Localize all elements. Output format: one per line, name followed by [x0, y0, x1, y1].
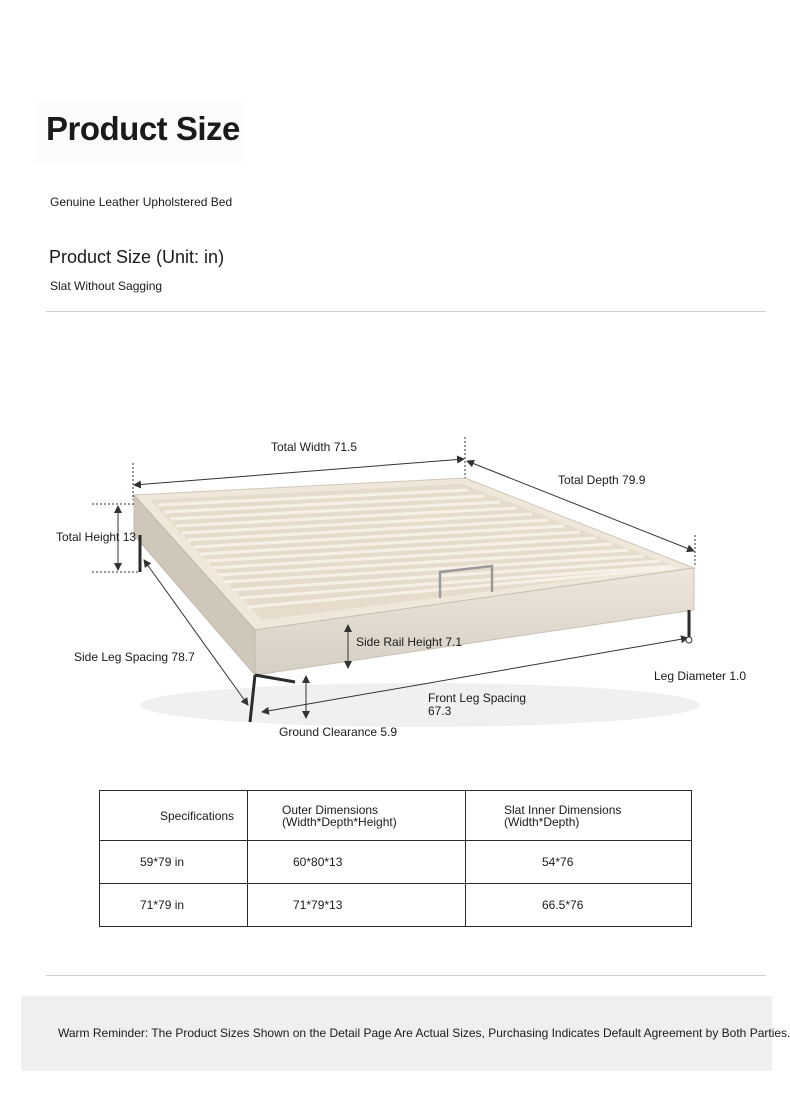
- header-outer-line2: (Width*Depth*Height): [282, 814, 397, 829]
- header-spec-cell: [100, 791, 248, 841]
- row-spec: 59*79 in: [140, 855, 185, 869]
- table-header-row: [100, 791, 692, 841]
- table-row: [100, 884, 692, 927]
- bed-dimension-diagram: [0, 420, 790, 750]
- header-inner-cell: [466, 791, 692, 841]
- table-row: [100, 841, 692, 884]
- bottom-divider: [46, 975, 766, 976]
- table-cell: [100, 841, 248, 884]
- side-leg-spacing-label: Side Leg Spacing 78.7: [74, 650, 195, 664]
- bed-illustration: [134, 478, 700, 727]
- table-cell: [466, 884, 692, 927]
- header-outer-line1: Outer Dimensions: [282, 802, 379, 817]
- header-outer-cell: [248, 791, 466, 841]
- total-height-label: Total Height 13: [56, 530, 137, 544]
- header-spec: Specifications: [160, 808, 235, 823]
- total-width-label: Total Width 71.5: [271, 440, 358, 454]
- side-rail-height-label: Side Rail Height 7.1: [356, 635, 463, 649]
- warm-reminder: Warm Reminder: The Product Sizes Shown on the Detail Page Are Actual Sizes, Purchasing Indicates Default Agreement by Both Parties.: [58, 1026, 790, 1040]
- table-cell: [248, 884, 466, 927]
- row-inner: 66.5*76: [542, 898, 584, 912]
- spec-table: [99, 790, 692, 927]
- top-divider: [46, 311, 766, 312]
- row-outer: 71*79*13: [293, 898, 343, 912]
- leg-diameter-label: Leg Diameter 1.0: [654, 669, 747, 683]
- size-heading: Product Size (Unit: in): [49, 247, 225, 267]
- row-spec: 71*79 in: [140, 898, 185, 912]
- row-outer: 60*80*13: [293, 855, 343, 869]
- table-cell: [248, 841, 466, 884]
- header-inner-line2: (Width*Depth): [504, 814, 580, 829]
- total-depth-label: Total Depth 79.9: [558, 473, 646, 487]
- ground-clearance-label: Ground Clearance 5.9: [279, 725, 398, 739]
- page-title: Product Size: [46, 110, 240, 147]
- slat-note: Slat Without Sagging: [50, 279, 163, 293]
- row-inner: 54*76: [542, 855, 574, 869]
- front-leg-spacing-label: Front Leg Spacing: [428, 691, 527, 705]
- product-subtitle: Genuine Leather Upholstered Bed: [50, 195, 233, 209]
- header-inner-line1: Slat Inner Dimensions: [504, 802, 622, 817]
- table-cell: [100, 884, 248, 927]
- table-cell: [466, 841, 692, 884]
- front-leg-spacing-value: 67.3: [428, 704, 452, 718]
